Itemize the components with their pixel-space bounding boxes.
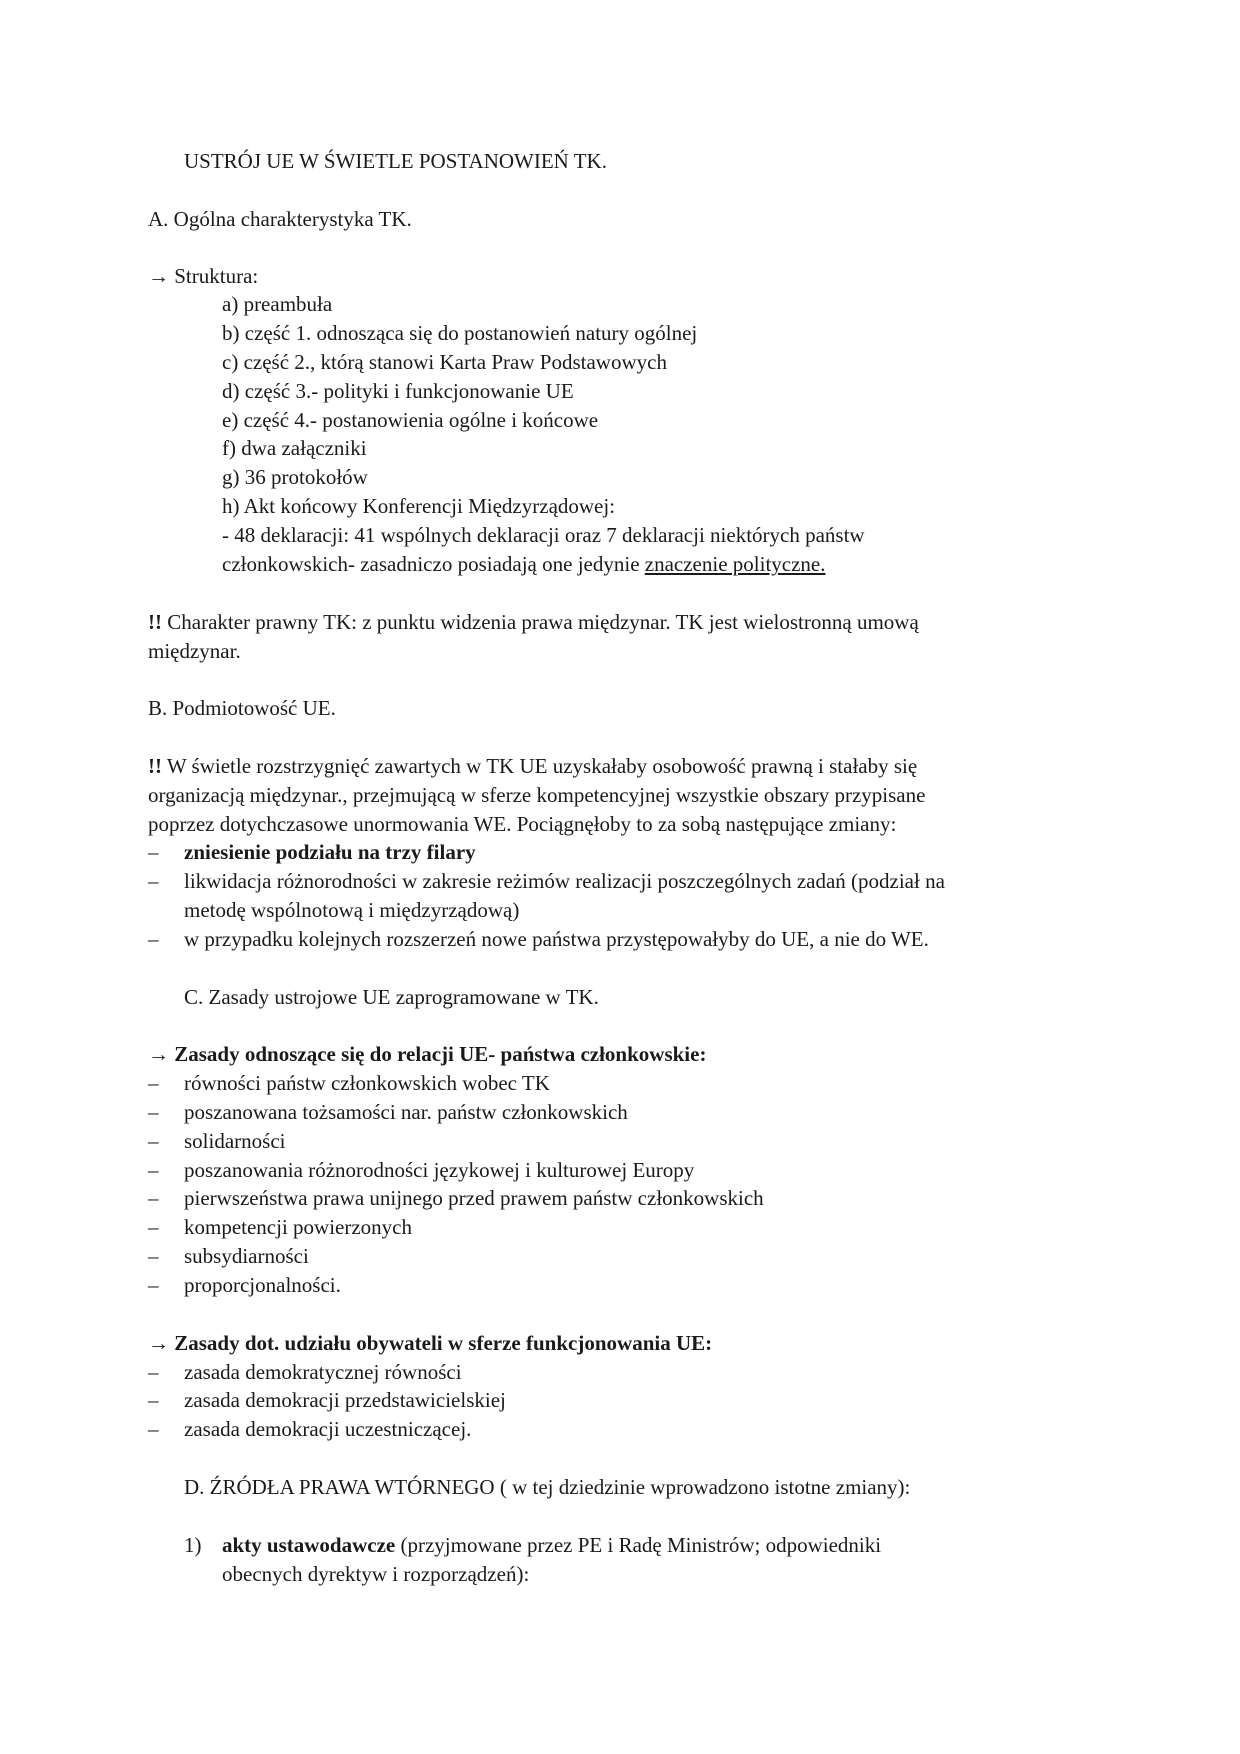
legal-character-note: !! Charakter prawny TK: z punktu widzenia prawa międzynar. TK jest wielostronną umową: [148, 610, 919, 634]
structure-item: c) część 2., którą stanowi Karta Praw Podstawowych: [222, 350, 667, 374]
numbered-item-cont: obecnych dyrektyw i rozporządzeń):: [222, 1562, 530, 1586]
structure-item: h) Akt końcowy Konferencji Międzyrządowej:: [222, 494, 616, 518]
section-a-heading: A. Ogólna charakterystyka TK.: [148, 207, 412, 231]
structure-label: → Struktura:: [148, 264, 259, 288]
structure-item: d) część 3.- polityki i funkcjonowanie UE: [222, 379, 574, 403]
section-b-paragraph: poprzez dotychczasowe unormowania WE. Pociągnęłoby to za sobą następujące zmiany:: [148, 812, 897, 836]
structure-item: f) dwa załączniki: [222, 436, 367, 460]
document-title: USTRÓJ UE W ŚWIETLE POSTANOWIEŃ TK.: [184, 149, 607, 173]
structure-item: b) część 1. odnosząca się do postanowień natury ogólnej: [222, 321, 698, 345]
document-page: USTRÓJ UE W ŚWIETLE POSTANOWIEŃ TK. A. Ogólna charakterystyka TK. → Struktura: a) preambuła b) część 1. odnosząca się do postanowień natury ogólnej c) część 2., którą stanowi Karta Praw Podstawowych d) część 3.- polityki i funkcjonowanie UE e) część 4.- postanowienia ogólne i końcowe f) dwa załączniki g) 36 protokołów h) Akt końcowy Konferencji Międzyrządowej: - 48 deklaracji: 41 wspólnych deklaracji oraz 7 deklaracji niektórych państw członkowskich- zasadniczo posiadają one jedynie znaczenie polityczne. !! Charakter prawny TK: z punktu widzenia prawa międzynar. TK jest wielostronną umową międzynar. B. Podmiotowość UE. !! W świetle rozstrzygnięć zawartych w TK UE uzyskałaby osobowość prawną i stałaby się organizacją międzynar., przejmującą w sferze kompetencyjnej wszystkie obszary przypisane poprzez dotychczasowe unormowania WE. Pociągnęłoby to za sobą następujące zmiany: – zniesienie podziału na trzy filary – likwidacja różnorodności w zakresie reżimów realizacji poszczególnych zadań (podział na metodę wspólnotową i międzyrządową) – w przypadku kolejnych rozszerzeń nowe państwa przystępowałyby do UE, a nie do WE. C. Zasady ustrojowe UE zaprogramowane w TK. → Zasady odnoszące się do relacji UE- państwa członkowskie: – równości państw członkowskich wobec TK – poszanowana tożsamości nar. państw członkowskich – solidarności – poszanowania różnorodności językowej i kulturowej Europy – pierwszeństwa prawa unijnego przed prawem państw członkowskich – kompetencji powierzonych – subsydiarności – proporcjonalności. → Zasady dot. udziału obywateli w sferze funkcjonowania UE: – zasada demokratycznej równości – zasada demokracji przedstawicielskiej – zasada demokracji uczestniczącej. D. ŹRÓDŁA PRAWA WTÓRNEGO ( w tej dziedzinie wprowadzono istotne zmiany): 1) akty ustawodawcze (przyjmowane przez PE i Radę Ministrów; odpowiedniki obecnych dyrektyw i rozporządzeń):: [148, 149, 945, 1586]
section-b-paragraph: organizacją międzynar., przejmującą w sferze kompetencyjnej wszystkie obszary przypisane: [148, 783, 926, 807]
principles-group-heading: → Zasady dot. udziału obywateli w sferze funkcjonowania UE:: [148, 1331, 713, 1355]
note-mark: !!: [148, 754, 162, 778]
section-d-heading: D. ŹRÓDŁA PRAWA WTÓRNEGO ( w tej dziedzinie wprowadzono istotne zmiany):: [184, 1475, 911, 1499]
list-item-cont: metodę wspólnotową i międzyrządową): [184, 898, 520, 922]
section-b-heading: B. Podmiotowość UE.: [148, 696, 336, 720]
structure-item: e) część 4.- postanowienia ogólne i końcowe: [222, 408, 599, 432]
declarations-line: członkowskich- zasadniczo posiadają one jedynie znaczenie polityczne.: [222, 552, 826, 576]
underlined-phrase: znaczenie polityczne.: [644, 552, 826, 576]
structure-item: a) preambuła: [222, 292, 333, 316]
declarations-line: - 48 deklaracji: 41 wspólnych deklaracji oraz 7 deklaracji niektórych państw: [222, 523, 865, 547]
section-c-heading: C. Zasady ustrojowe UE zaprogramowane w TK.: [184, 985, 599, 1009]
note-mark: !!: [148, 610, 162, 634]
principles-group-heading: → Zasady odnoszące się do relacji UE- państwa członkowskie:: [148, 1042, 707, 1066]
structure-item: g) 36 protokołów: [222, 465, 368, 489]
section-b-paragraph: !! W świetle rozstrzygnięć zawartych w TK UE uzyskałaby osobowość prawną i stałaby się: [148, 754, 918, 778]
numbered-item: akty ustawodawcze (przyjmowane przez PE i Radę Ministrów; odpowiedniki: [222, 1533, 882, 1557]
legal-character-note-cont: międzynar.: [148, 639, 241, 663]
numbered-item-number: 1): [184, 1533, 202, 1557]
